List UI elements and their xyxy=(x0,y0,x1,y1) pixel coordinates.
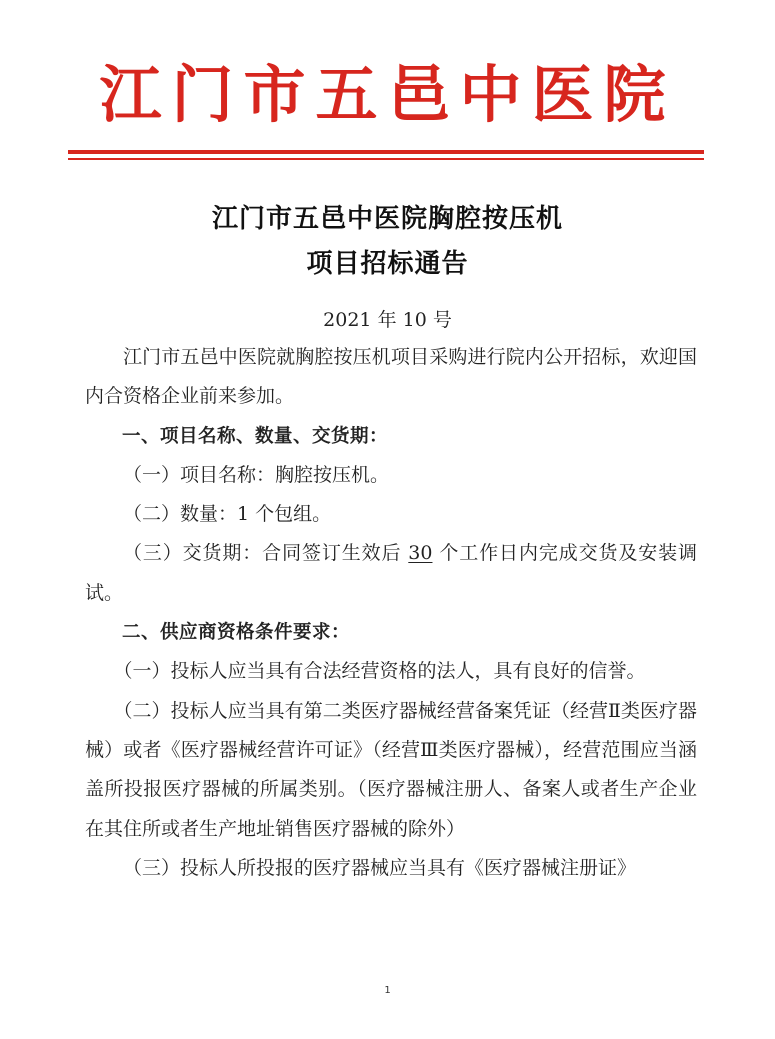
letterhead-divider-thick xyxy=(68,150,704,154)
delivery-text-suffix: 个工作日内完成交货及安装调试。 xyxy=(85,542,698,604)
letterhead-divider-thin xyxy=(68,158,704,160)
document-body xyxy=(85,338,697,888)
intro-paragraph: 江门市五邑中医院就胸腔按压机项目采购进行院内公开招标，欢迎国内合资格企业前来参加。 xyxy=(85,346,697,408)
document-number: 2021 年 10 号 xyxy=(323,309,452,331)
delivery-days: 30 xyxy=(408,542,433,565)
document-title-line-1: 江门市五邑中医院胸腔按压机 xyxy=(211,204,563,234)
section-2-heading: 二、供应商资格条件要求： xyxy=(122,622,351,644)
section-1-item-2: （二）数量：1 个包组。 xyxy=(123,503,332,526)
section-1-item-1: （一）项目名称：胸腔按压机。 xyxy=(123,463,390,486)
section-2-item-1: （一）投标人应当具有合法经营资格的法人，具有良好的信誉。 xyxy=(113,660,646,683)
letterhead-org-name: 江门市五邑中医院 xyxy=(99,58,676,131)
delivery-text-prefix: （三）交货期：合同签订生效后 xyxy=(123,542,409,565)
section-2-item-3: （三）投标人所投报的医疗器械应当具有《医疗器械注册证》 xyxy=(123,856,637,879)
section-1-item-3 xyxy=(85,534,697,613)
section-1-heading: 一、项目名称、数量、交货期： xyxy=(122,425,389,447)
page-number: 1 xyxy=(384,985,391,996)
section-2-item-2: （二）投标人应当具有第二类医疗器械经营备案凭证（经营Ⅱ类医疗器械）或者《医疗器械经营许可证》（经营Ⅲ类医疗器械），经营范围应当涵盖所投报医疗器械的所属类别。（医疗器械注册人、备案人或者生产企业在其住所或者生产地址销售医疗器械的除外） xyxy=(85,699,697,840)
document-title-line-2: 项目招标通告 xyxy=(306,249,469,279)
